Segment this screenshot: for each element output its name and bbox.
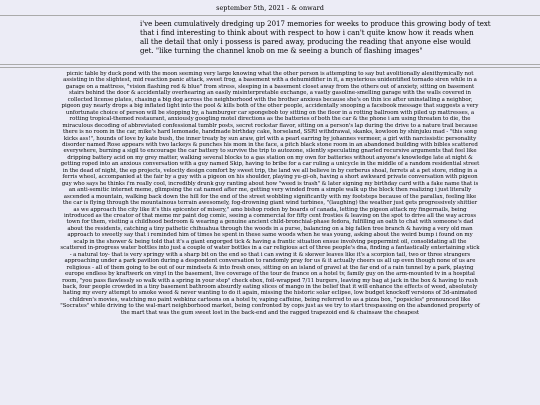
intro-paragraph [140, 20, 491, 56]
intro-line: i've been cumulatively dredging up 2017 memories for weeks to produce this growing body of text [140, 20, 491, 28]
intro-line: all the detail that only i possess is pared away, producing the reading that anyone else would [140, 38, 471, 46]
intro-line: that i find interesting to think about with respect to how i can't quite know how it reads when [140, 29, 474, 37]
dateline: september 5th, 2021 - & onward [216, 4, 324, 12]
memory-list-text: picnic table by duck pond with the moon seeming very large knowing what the other person is attempting to say but avolitionally alexithymically not assisting in the slightest, mid reaction panic attack, sweet frog, a basement with a dehumidifier in it, a mysterious unidentified tornado siren while in a garage on a mattress, "vision flashing red & blue" from stress, sleeping in a basement closet away from the others out of anxiety, sitting on basement stairs behind the door & accidentally overhearing an easily misinterpretable exchange, a vastly gasoline-smelling garage with the walls covered in collected license plates, chasing a big dog across the neighborhood with the brother anxious because she's on thin ice after uninstalling a neighbor, pigeon guy nearly drops a big inflated light into the pool & kills both of the other people, accidentally snooping a facebook message that suggests a very unfortunate choice of person will be stopping by, a hamburger car spongebob toy sitting on the floor in a rotting ballroom with piled up mattresses, a rotting tropical-themed restaurant, anxiously googling motel directions as the batteries of both the car & the phone i am using threaten to die, the miraculous decoding of abbreviated confessional tumblr posts, secret rockstar flavor, sitting on a person's lap during the drive to a nature trail because there is no room in the car, mike's hard lemonade, handmade birthday cake, horseland, SSRI withdrawal, skanks, kowloon by shinjuku mad - "this song kicks ass!", hounds of love by kate bush, the inner treaty by sun araw, girl with a pearl earring by johannes vermeer, a girl with narcissistic personality disorder named Rose appears with two lackeys & punches his mom in the face, a pitch black stone room in an abandoned building with bibles scattered everywhere, burning a sigil to encourage the car battery to survive the trip to autozone, silently speculating gnarled recursive arguments that feel like dripping battery acid on my grey matter, walking several blocks to a gas station on my own for batteries without anyone's knowledge late at night & getting roped into an anxious conversation with a guy named Skip, having to bribe for a car ruling a unicycle in the middle of a random residential street in the dead of night, the ep projects, velocity design comfort by sweet trip, the land we all believe in by cerberus shoal, ferrets at a pet store, riding in a ferris wheel, accompanied at the fair by a guy with a pigeon on his shoulder, playing yu-gi-oh, having a short awkward private conversation with pigeon guy who says he thinks i'm really cool, incredibly drunk guy ranting about how "weed is trash" & later signing my birthday card with a fake name that is an anti-semitic internet meme, glimpsing the cat named after me, getting very winded from a simple walk up the block then realizing i just literally ascended a mountain, walking back down the hill for the end of the street wobbling significantly with my footsteps because of the parallax, feeling like the car is flying through the mountainous terrain awesomely, fog-drowning giant wind turbines, "(laughing) the weather just gets progressively shittier as we approach the city like it's this epicenter of misery," amo bishop roden by boards of canada, letting the pigeon attack my fingernails, being introduced as the creator of that meme mr paint dog comic, seeing a commercial for fifty cent frosties & leaving on the spot to drive all the way across town for them, visiting a childhood bedroom & wearing a genuine ancient child-bronchial-phase fedora, fulfilling an oath to chat with someone's dad about the residents, catching a tiny pathetic chihuahua through the woods in a purse, balancing on a big fallen tree branch & having a very old man approach to sweetly say that i reminded him of times he spent in these same woods when he was young, asking about the weird bump i found on my scalp in the shower & being told that it's a giant engorged tick & having a frantic situation ensue involving peppermint oil, consolidating all the scattered in-progress water bottles into just a couple of water bottles in a car religious act of three people's dna, finding a fantastically entertaining stick - a natural toy- that is very springy with a sharp bit on the end so that i can swing it & skewer leaves like it's a scorpion tail, two or three strangers approaching under a park pavilion during a despondent conversation to randomly pray for us & it actually cheers us all up even though none of us are religious - all of them going to be out of our mindsets & into fresh ones, sitting on an island of gravel at the far end of a rain tunnel by a park, playing europe endless by kraftwerk on vinyl in the basement, live coverage of the tour de france on a hotel tv, family guy on the arm-mounted tv in a hospital room, "you pass flawlessly so walk with a spring in your step" check ebox, foil-wrapped 7/11 burgers, leaving my bag at jack in the box & having to rush back, four people crowded in a tiny basement bathroom absurdly eating slices of mango in the belief that it will enhance the effects of weed, absolutely hating my every attempt to smoke weed & never wanting to do it again, missing the historic solar eclipse, low budget knockoff versions of 3d-animated children's movies, watching mo paint webkinz cartoons on a hotel tv, vaping caffeine, being referred to as a pizza box, "popsicles" pronounced like "Socrates" while driving to the wal-mart neighborhood market, being confronted by cops just as we try to start trespassing on the abandoned property of the mart that was the gum sweet lost in the back-end and the ragged trapezoid end & chainsaw the cheapest [60, 71, 480, 316]
intro-line: get. "like turning the channel knob on me & seeing a bunch of flashing images" [140, 47, 423, 55]
divider-top [0, 15, 540, 16]
divider-middle [0, 64, 540, 65]
divider-middle-second [0, 67, 540, 68]
